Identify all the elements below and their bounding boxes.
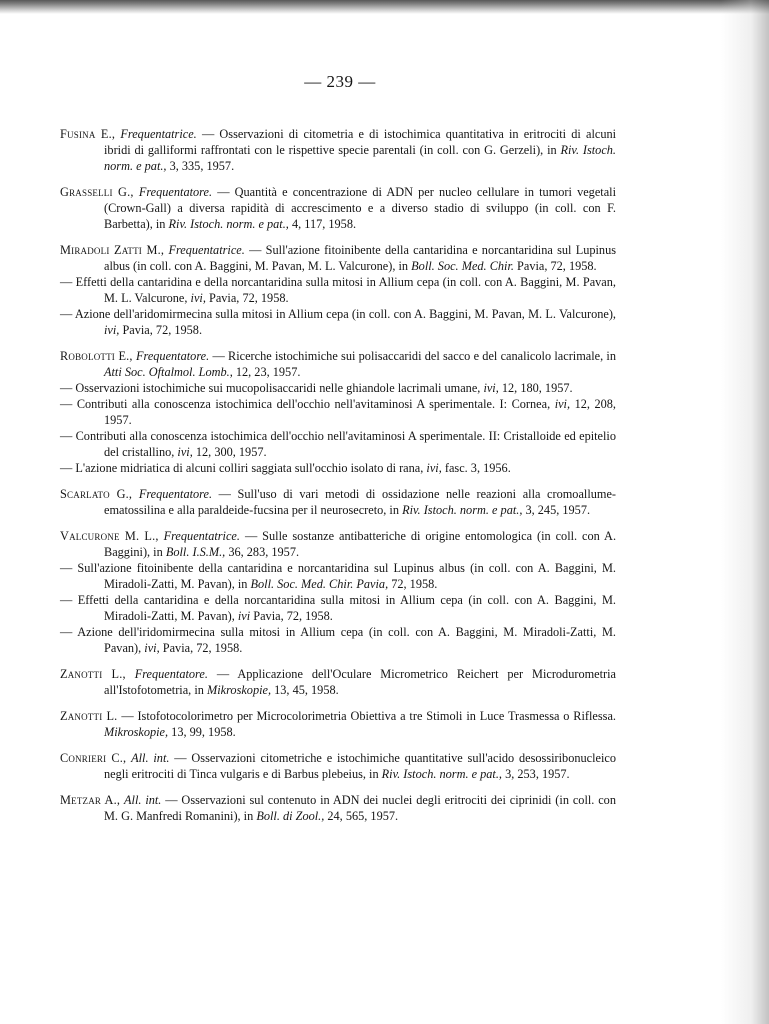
citation-details: Pavia, 72, 1958. [250, 609, 333, 623]
bibliography-entry [60, 348, 616, 476]
journal-name: Boll. Soc. Med. Chir. Pavia, [250, 577, 389, 591]
author-role: Frequentatore. [138, 487, 213, 501]
publication-title: Azione dell'iridomirmecina sulla mitosi in Allium cepa (in coll. con A. Baggini, M. Miradoli-Zatti, M. Pavan), [72, 625, 616, 655]
bibliography-list [60, 126, 616, 834]
citation-details: fasc. 3, 1956. [441, 461, 511, 475]
entry-publication [60, 792, 616, 824]
continuation-dash: — [60, 429, 73, 443]
citation-details: Pavia, 72, 1958. [513, 259, 597, 273]
journal-name: Boll. I.S.M., [165, 545, 226, 559]
citation-details: 12, 208, 1957. [104, 397, 616, 427]
journal-name: Atti Soc. Oftalmol. Lomb., [104, 365, 233, 379]
journal-name: Mikroskopie, [206, 683, 272, 697]
continuation-dash: — [60, 625, 73, 639]
journal-name: ivi, [554, 397, 571, 411]
publication-title: — Applicazione dell'Oculare Micrometrico Reichert per Microdurometria all'Istofotometria, in [104, 667, 617, 697]
publication-title: Osservazioni istochimiche sui mucopolisaccaridi nelle ghiandole lacrimali umane, [72, 381, 484, 395]
citation-details: Pavia, 72, 1958. [159, 641, 243, 655]
publication-title: — Ricerche istochimiche sui polisaccaridi del sacco e del canalicolo lacrimale, in [212, 349, 617, 363]
publication-title: — Istofotocolorimetro per Microcolorimetria Obiettiva a tre Stimoli in Luce Trasmessa o Riflessa. [121, 709, 616, 723]
author-role: Frequentatore. [135, 349, 210, 363]
author-name: Fusina E., [60, 127, 116, 141]
entry-additional-publication [60, 624, 616, 656]
bibliography-entry [60, 242, 616, 338]
citation-details: 3, 253, 1957. [502, 767, 570, 781]
citation-details: 36, 283, 1957. [225, 545, 300, 559]
continuation-dash: — [60, 561, 73, 575]
entry-additional-publication [60, 592, 616, 624]
author-name: Zanotti L. [60, 709, 118, 723]
journal-name: ivi, [483, 381, 499, 395]
citation-details: Pavia, 72, 1958. [119, 323, 203, 337]
journal-name: Riv. Istoch. norm. e pat., [104, 143, 616, 173]
publication-title: — Osservazioni sul contenuto in ADN dei nuclei degli eritrociti dei ciprinidi (in coll. con M. G. Manfredi Romanini), in [104, 793, 616, 823]
continuation-dash: — [60, 275, 73, 289]
entry-publication [60, 184, 616, 232]
continuation-dash: — [60, 381, 73, 395]
publication-title: — Quantità e concentrazione di ADN per nucleo cellulare in tumori vegetali (Crown-Gall) a diversa rapidità di accrescimento e a diverso stadio di sviluppo (in coll. con F. Barbetta), in [104, 185, 616, 231]
author-name: Valcurone M. L., [60, 529, 159, 543]
journal-name: Riv. Istoch. norm. e pat., [381, 767, 502, 781]
bibliography-entry [60, 750, 616, 782]
entry-publication [60, 486, 616, 518]
author-name: Grasselli G., [60, 185, 134, 199]
author-name: Miradoli Zatti M., [60, 243, 165, 257]
bibliography-entry [60, 666, 616, 698]
citation-details: 24, 565, 1957. [324, 809, 399, 823]
author-role: Frequentatrice. [168, 243, 245, 257]
citation-details: 12, 180, 1957. [498, 381, 573, 395]
citation-details: 3, 245, 1957. [522, 503, 591, 517]
author-name: Scarlato G., [60, 487, 133, 501]
entry-publication [60, 528, 616, 560]
continuation-dash: — [60, 307, 73, 321]
bibliography-entry [60, 486, 616, 518]
journal-name: ivi, [104, 323, 120, 337]
bibliography-entry [60, 184, 616, 232]
entry-additional-publication [60, 306, 616, 338]
entry-additional-publication [60, 396, 616, 428]
author-role: All. int. [124, 793, 162, 807]
entry-publication [60, 126, 616, 174]
publication-title: — Osservazioni di citometria e di istochimica quantitativa in eritrociti di alcuni ibridi di galliformi raffrontati con le rispettive specie parentali (in coll. con G. Gerzeli), in [104, 127, 617, 157]
publication-title: Contributi alla conoscenza istochimica dell'occhio nell'avitaminosi A sperimentale. II: Cristalloide ed epitelio del cristallino, [72, 429, 616, 459]
publication-title: L'azione midriatica di alcuni colliri saggiata sull'occhio isolato di rana, [72, 461, 427, 475]
publication-title: — Sull'uso di vari metodi di ossidazione nelle reazioni alla cromoallume-ematossilina e alla paraldeide-fucsina per il neurosecreto, in [104, 487, 617, 517]
bibliography-entry [60, 528, 616, 656]
author-role: Frequentatore. [134, 667, 208, 681]
journal-name: Mikroskopie, [104, 725, 169, 739]
citation-details: 12, 23, 1957. [232, 365, 301, 379]
entry-additional-publication [60, 428, 616, 460]
publication-title: Effetti della cantaridina e della norcantaridina sulla mitosi in Allium cepa (in coll. con A. Baggini, M. Pavan, M. L. Valcurone, [72, 275, 616, 305]
citation-details: 72, 1958. [388, 577, 438, 591]
publication-title: Azione dell'aridomirmecina sulla mitosi in Allium cepa (in coll. con A. Baggini, M. Pavan, M. L. Valcurone), [72, 307, 616, 321]
entry-additional-publication [60, 380, 616, 396]
journal-name: Boll. Soc. Med. Chir. [411, 259, 514, 273]
publication-title: Effetti della cantaridina e della norcantaridina sulla mitosi in Allium cepa (in coll. con A. Baggini, M. Miradoli-Zatti, M. Pavan), [72, 593, 616, 623]
entry-publication [60, 708, 616, 740]
journal-name: ivi [237, 609, 251, 623]
page-number: — 239 — [304, 72, 376, 91]
journal-name: Boll. di Zool., [256, 809, 325, 823]
journal-name: ivi, [144, 641, 160, 655]
citation-details: Pavia, 72, 1958. [205, 291, 289, 305]
citation-details: 13, 99, 1958. [168, 725, 236, 739]
citation-details: 13, 45, 1958. [271, 683, 339, 697]
scan-right-shadow [721, 0, 769, 1024]
journal-name: ivi, [426, 461, 442, 475]
author-name: Robolotti E., [60, 349, 133, 363]
author-role: All. int. [131, 751, 170, 765]
author-role: Frequentatrice. [163, 529, 240, 543]
bibliography-entry [60, 126, 616, 174]
entry-publication [60, 666, 616, 698]
citation-details: 3, 335, 1957. [166, 159, 235, 173]
citation-details: 4, 117, 1958. [288, 217, 357, 231]
entry-publication [60, 348, 616, 380]
author-name: Zanotti L., [60, 667, 126, 681]
entry-additional-publication [60, 560, 616, 592]
author-role: Frequentatore. [138, 185, 213, 199]
continuation-dash: — [60, 593, 73, 607]
publication-title: — Osservazioni citometriche e istochimiche quantitative sull'acido desossiribonucleico negli eritrociti di Tinca vulgaris e di Barbus plebeius, in [104, 751, 616, 781]
author-name: Metzar A., [60, 793, 121, 807]
publication-title: — Sulle sostanze antibatteriche di origine entomologica (in coll. con A. Baggini), in [104, 529, 617, 559]
author-role: Frequentatrice. [120, 127, 197, 141]
continuation-dash: — [60, 397, 73, 411]
entry-publication [60, 750, 616, 782]
publication-title: — Sull'azione fitoinibente della cantaridina e norcantaridina sul Lupinus albus (in coll. con A. Baggini, M. Pavan, M. L. Valcurone), in [104, 243, 617, 273]
publication-title: Contributi alla conoscenza istochimica dell'occhio nell'avitaminosi A sperimentale. I: Cornea, [72, 397, 555, 411]
journal-name: Riv. Istoch. norm. e pat., [402, 503, 523, 517]
entry-additional-publication [60, 460, 616, 476]
citation-details: 12, 300, 1957. [192, 445, 267, 459]
entry-additional-publication [60, 274, 616, 306]
bibliography-entry [60, 708, 616, 740]
continuation-dash: — [60, 461, 73, 475]
entry-publication [60, 242, 616, 274]
journal-name: ivi, [177, 445, 193, 459]
publication-title: Sull'azione fitoinibente della cantaridina e norcantaridina sul Lupinus albus (in coll. con A. Baggini, M. Miradoli-Zatti, M. Pavan), in [72, 561, 616, 591]
journal-name: ivi, [190, 291, 206, 305]
scan-top-shadow [0, 0, 769, 14]
bibliography-entry [60, 792, 616, 824]
journal-name: Riv. Istoch. norm. e pat., [168, 217, 289, 231]
author-name: Conrieri C., [60, 751, 127, 765]
